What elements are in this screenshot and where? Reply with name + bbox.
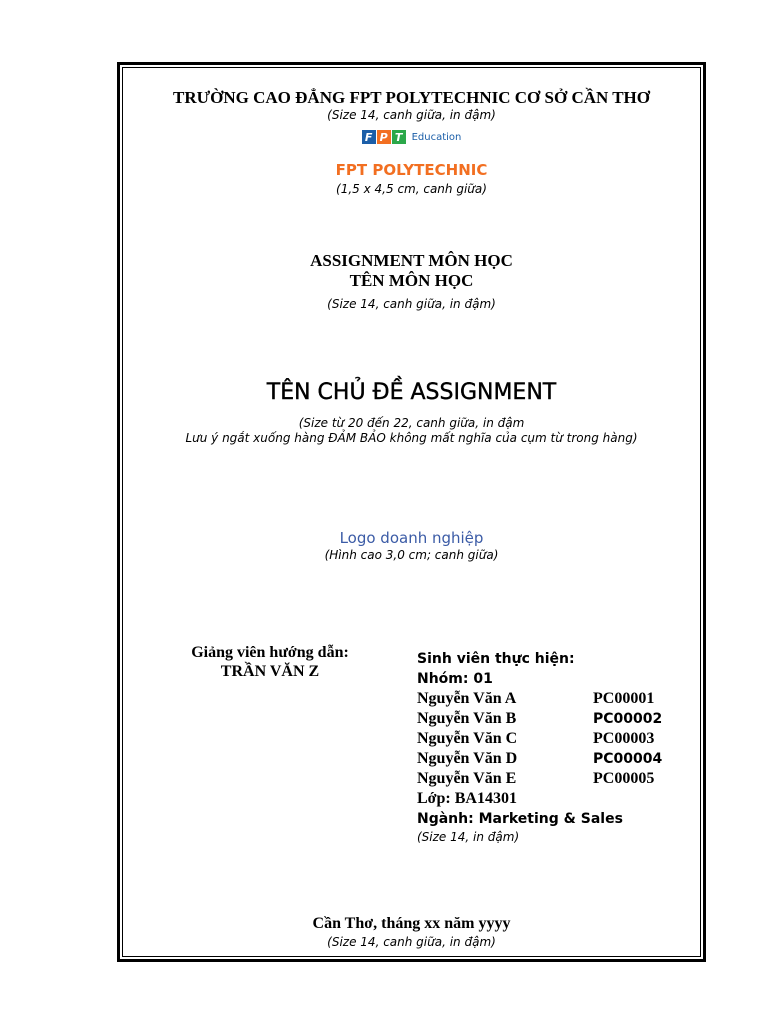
student-name: Nguyễn Văn C [417,730,518,747]
student-row [417,749,687,769]
company-logo-note: (Hình cao 3,0 cm; canh giữa) [324,548,499,562]
logo-square-f: F [362,130,376,144]
student-name: Nguyễn Văn E [417,770,517,787]
students-note: (Size 14, in đậm) [417,830,520,844]
school-name: TRƯỜNG CAO ĐẲNG FPT POLYTECHNIC CƠ SỞ CẦN THƠ [173,88,650,107]
students-block [417,649,687,845]
course-line-1: ASSIGNMENT MÔN HỌC [310,251,513,270]
logo-square-t: T [392,130,406,144]
group-number: Nhóm: 01 [417,671,493,687]
student-name: Nguyễn Văn A [417,690,517,707]
fpt-education-logo [122,130,701,144]
school-note: (Size 14, canh giữa, in đậm) [327,108,496,122]
student-row [417,769,687,789]
student-id: PC00001 [593,690,655,707]
logo-subtext: Education [411,131,462,143]
lecturer-label: Giảng viên hướng dẫn: [191,644,349,661]
student-name: Nguyễn Văn D [417,750,518,767]
student-id: PC00003 [593,730,655,747]
brand-note: (1,5 x 4,5 cm, canh giữa) [336,182,487,196]
student-id: PC00002 [593,711,663,727]
topic-title: TÊN CHỦ ĐỀ ASSIGNMENT [266,380,557,405]
topic-note-1: (Size từ 20 đến 22, canh giữa, in đậm [298,416,525,430]
course-line-2: TÊN MÔN HỌC [349,271,474,290]
students-label: Sinh viên thực hiện: [417,651,575,667]
student-row [417,729,687,749]
brand-name: FPT POLYTECHNIC [335,161,488,179]
class-code: Lớp: BA14301 [417,790,517,807]
student-id: PC00004 [593,751,663,767]
footer-note: (Size 14, canh giữa, in đậm) [327,935,496,949]
company-logo-placeholder: Logo doanh nghiệp [339,529,484,547]
lecturer-name: TRẦN VĂN Z [220,663,320,680]
student-id: PC00005 [593,770,655,787]
topic-note-2: Lưu ý ngắt xuống hàng ĐẢM BẢO không mất nghĩa của cụm từ trong hàng) [185,431,638,445]
place-date: Cần Thơ, tháng xx năm yyyy [312,915,511,932]
student-row [417,709,687,729]
logo-square-p: P [377,130,391,144]
course-note: (Size 14, canh giữa, in đậm) [327,297,496,311]
student-name: Nguyễn Văn B [417,710,517,727]
student-row [417,689,687,709]
major: Ngành: Marketing & Sales [417,811,623,827]
